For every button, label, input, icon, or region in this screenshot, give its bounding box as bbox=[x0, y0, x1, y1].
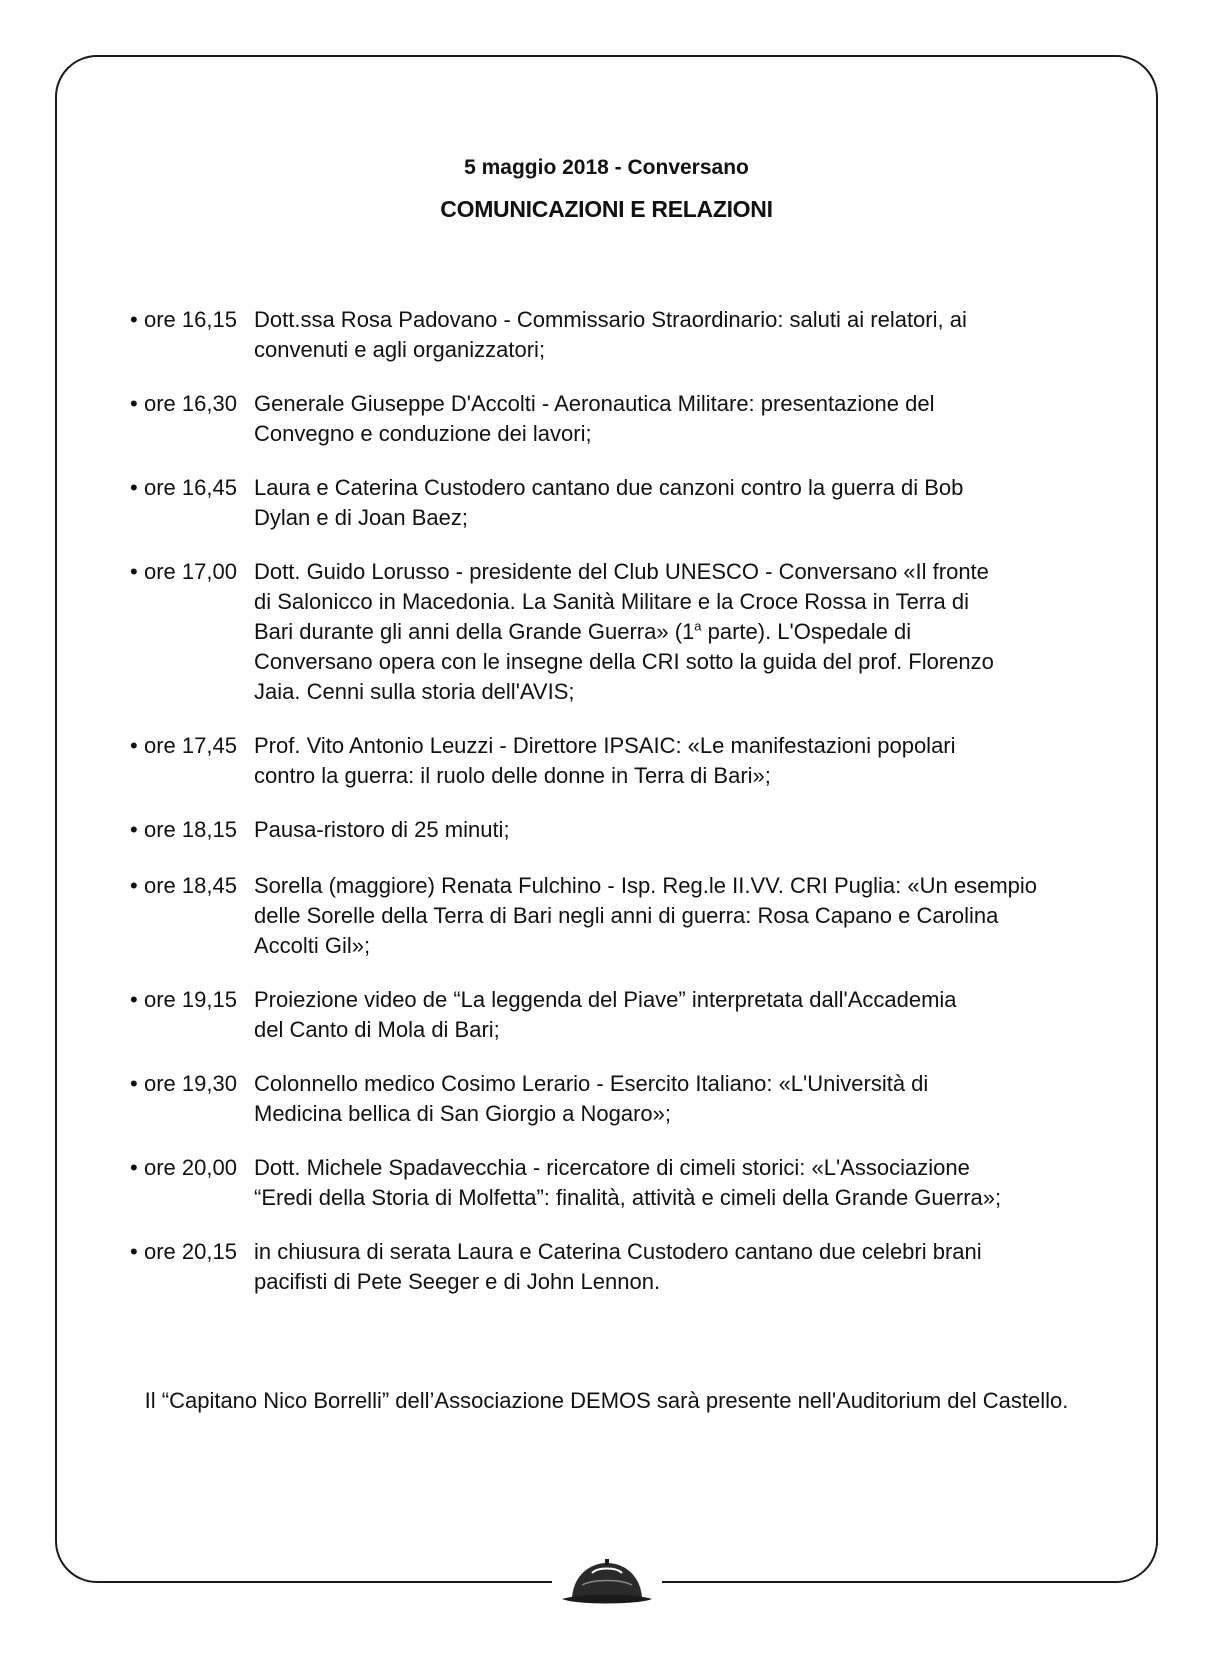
bullet-icon: • bbox=[130, 391, 138, 416]
schedule-entry bbox=[130, 985, 1090, 1045]
entry-description: Pausa-ristoro di 25 minuti; bbox=[254, 817, 510, 842]
bullet-icon: • bbox=[130, 559, 138, 584]
entry-description: in chiusura di serata Laura e Caterina Custodero cantano due celebri brani pacifisti di Pete Seeger e di John Lennon. bbox=[254, 1239, 982, 1294]
helmet-icon bbox=[552, 1553, 662, 1613]
page-title: COMUNICAZIONI E RELAZIONI bbox=[440, 196, 773, 222]
bullet-icon: • bbox=[130, 873, 138, 898]
entry-time: • ore 20,00 bbox=[130, 1153, 254, 1183]
schedule-entry bbox=[130, 1069, 1090, 1129]
entry-description: Dott.ssa Rosa Padovano - Commissario Straordinario: saluti ai relatori, ai convenuti e agli organizzatori; bbox=[254, 307, 967, 362]
bullet-icon: • bbox=[130, 987, 138, 1012]
entry-time: • ore 19,15 bbox=[130, 985, 254, 1015]
entry-description: Generale Giuseppe D'Accolti - Aeronautica Militare: presentazione del Convegno e conduzione dei lavori; bbox=[254, 391, 935, 446]
footer-note: Il “Capitano Nico Borrelli” dell’Associazione DEMOS sarà presente nell'Auditorium del Castello. bbox=[144, 1388, 1069, 1413]
schedule-entry bbox=[130, 871, 1090, 961]
entry-time: • ore 18,15 bbox=[130, 815, 254, 845]
entry-time: • ore 17,45 bbox=[130, 731, 254, 761]
entry-description: Sorella (maggiore) Renata Fulchino - Isp. Reg.le II.VV. CRI Puglia: «Un esempio delle Sorelle della Terra di Bari negli anni di guerra: Rosa Capano e Carolina Accolti Gil»; bbox=[254, 873, 1038, 958]
bullet-icon: • bbox=[130, 1155, 138, 1180]
schedule-entry bbox=[130, 557, 1090, 707]
entry-description: Proiezione video de “La leggenda del Piave” interpretata dall'Accademia del Canto di Mola di Bari; bbox=[254, 987, 957, 1042]
schedule-entry bbox=[130, 1237, 1090, 1297]
bullet-icon: • bbox=[130, 307, 138, 332]
schedule-entry bbox=[130, 473, 1090, 533]
schedule-entry bbox=[130, 815, 1090, 845]
schedule-entry bbox=[130, 1153, 1090, 1213]
helmet-emblem bbox=[552, 1553, 662, 1613]
superscript: a bbox=[694, 618, 702, 634]
entry-description: Dott. Guido Lorusso - presidente del Club UNESCO - Conversano «Il fronte di Salonicco in Macedonia. La Sanità Militare e la Croce Rossa in Terra di Bari durante gli anni della Grande Guerra» (1$^a$ parte). L'Ospedale di Conversano opera con le insegne della CRI sotto la guida del prof. Florenzo Jaia. Cenni sulla storia dell'AVIS; bbox=[254, 559, 994, 704]
entry-time: • ore 16,15 bbox=[130, 305, 254, 335]
entry-time: • ore 16,45 bbox=[130, 473, 254, 503]
schedule-entry bbox=[130, 305, 1090, 365]
entry-description: Laura e Caterina Custodero cantano due canzoni contro la guerra di Bob Dylan e di Joan Baez; bbox=[254, 475, 964, 530]
bullet-icon: • bbox=[130, 475, 138, 500]
schedule-entry bbox=[130, 731, 1090, 791]
entry-description: Colonnello medico Cosimo Lerario - Esercito Italiano: «L'Università di Medicina bellica di San Giorgio a Nogaro»; bbox=[254, 1071, 929, 1126]
bullet-icon: • bbox=[130, 733, 138, 758]
entry-time: • ore 19,30 bbox=[130, 1069, 254, 1099]
entry-time: • ore 20,15 bbox=[130, 1237, 254, 1267]
entry-time: • ore 17,00 bbox=[130, 557, 254, 587]
schedule-list bbox=[130, 305, 1090, 1297]
bullet-icon: • bbox=[130, 1071, 138, 1096]
schedule-entry bbox=[130, 389, 1090, 449]
entry-time: • ore 16,30 bbox=[130, 389, 254, 419]
entry-description: Prof. Vito Antonio Leuzzi - Direttore IPSAIC: «Le manifestazioni popolari contro la guerra: il ruolo delle donne in Terra di Bari»; bbox=[254, 733, 956, 788]
date-place-heading: 5 maggio 2018 - Conversano bbox=[464, 156, 749, 179]
bullet-icon: • bbox=[130, 817, 138, 842]
bullet-icon: • bbox=[130, 1239, 138, 1264]
entry-description: Dott. Michele Spadavecchia - ricercatore di cimeli storici: «L'Associazione “Eredi della Storia di Molfetta”: finalità, attività e cimeli della Grande Guerra»; bbox=[254, 1155, 1002, 1210]
entry-time: • ore 18,45 bbox=[130, 871, 254, 901]
